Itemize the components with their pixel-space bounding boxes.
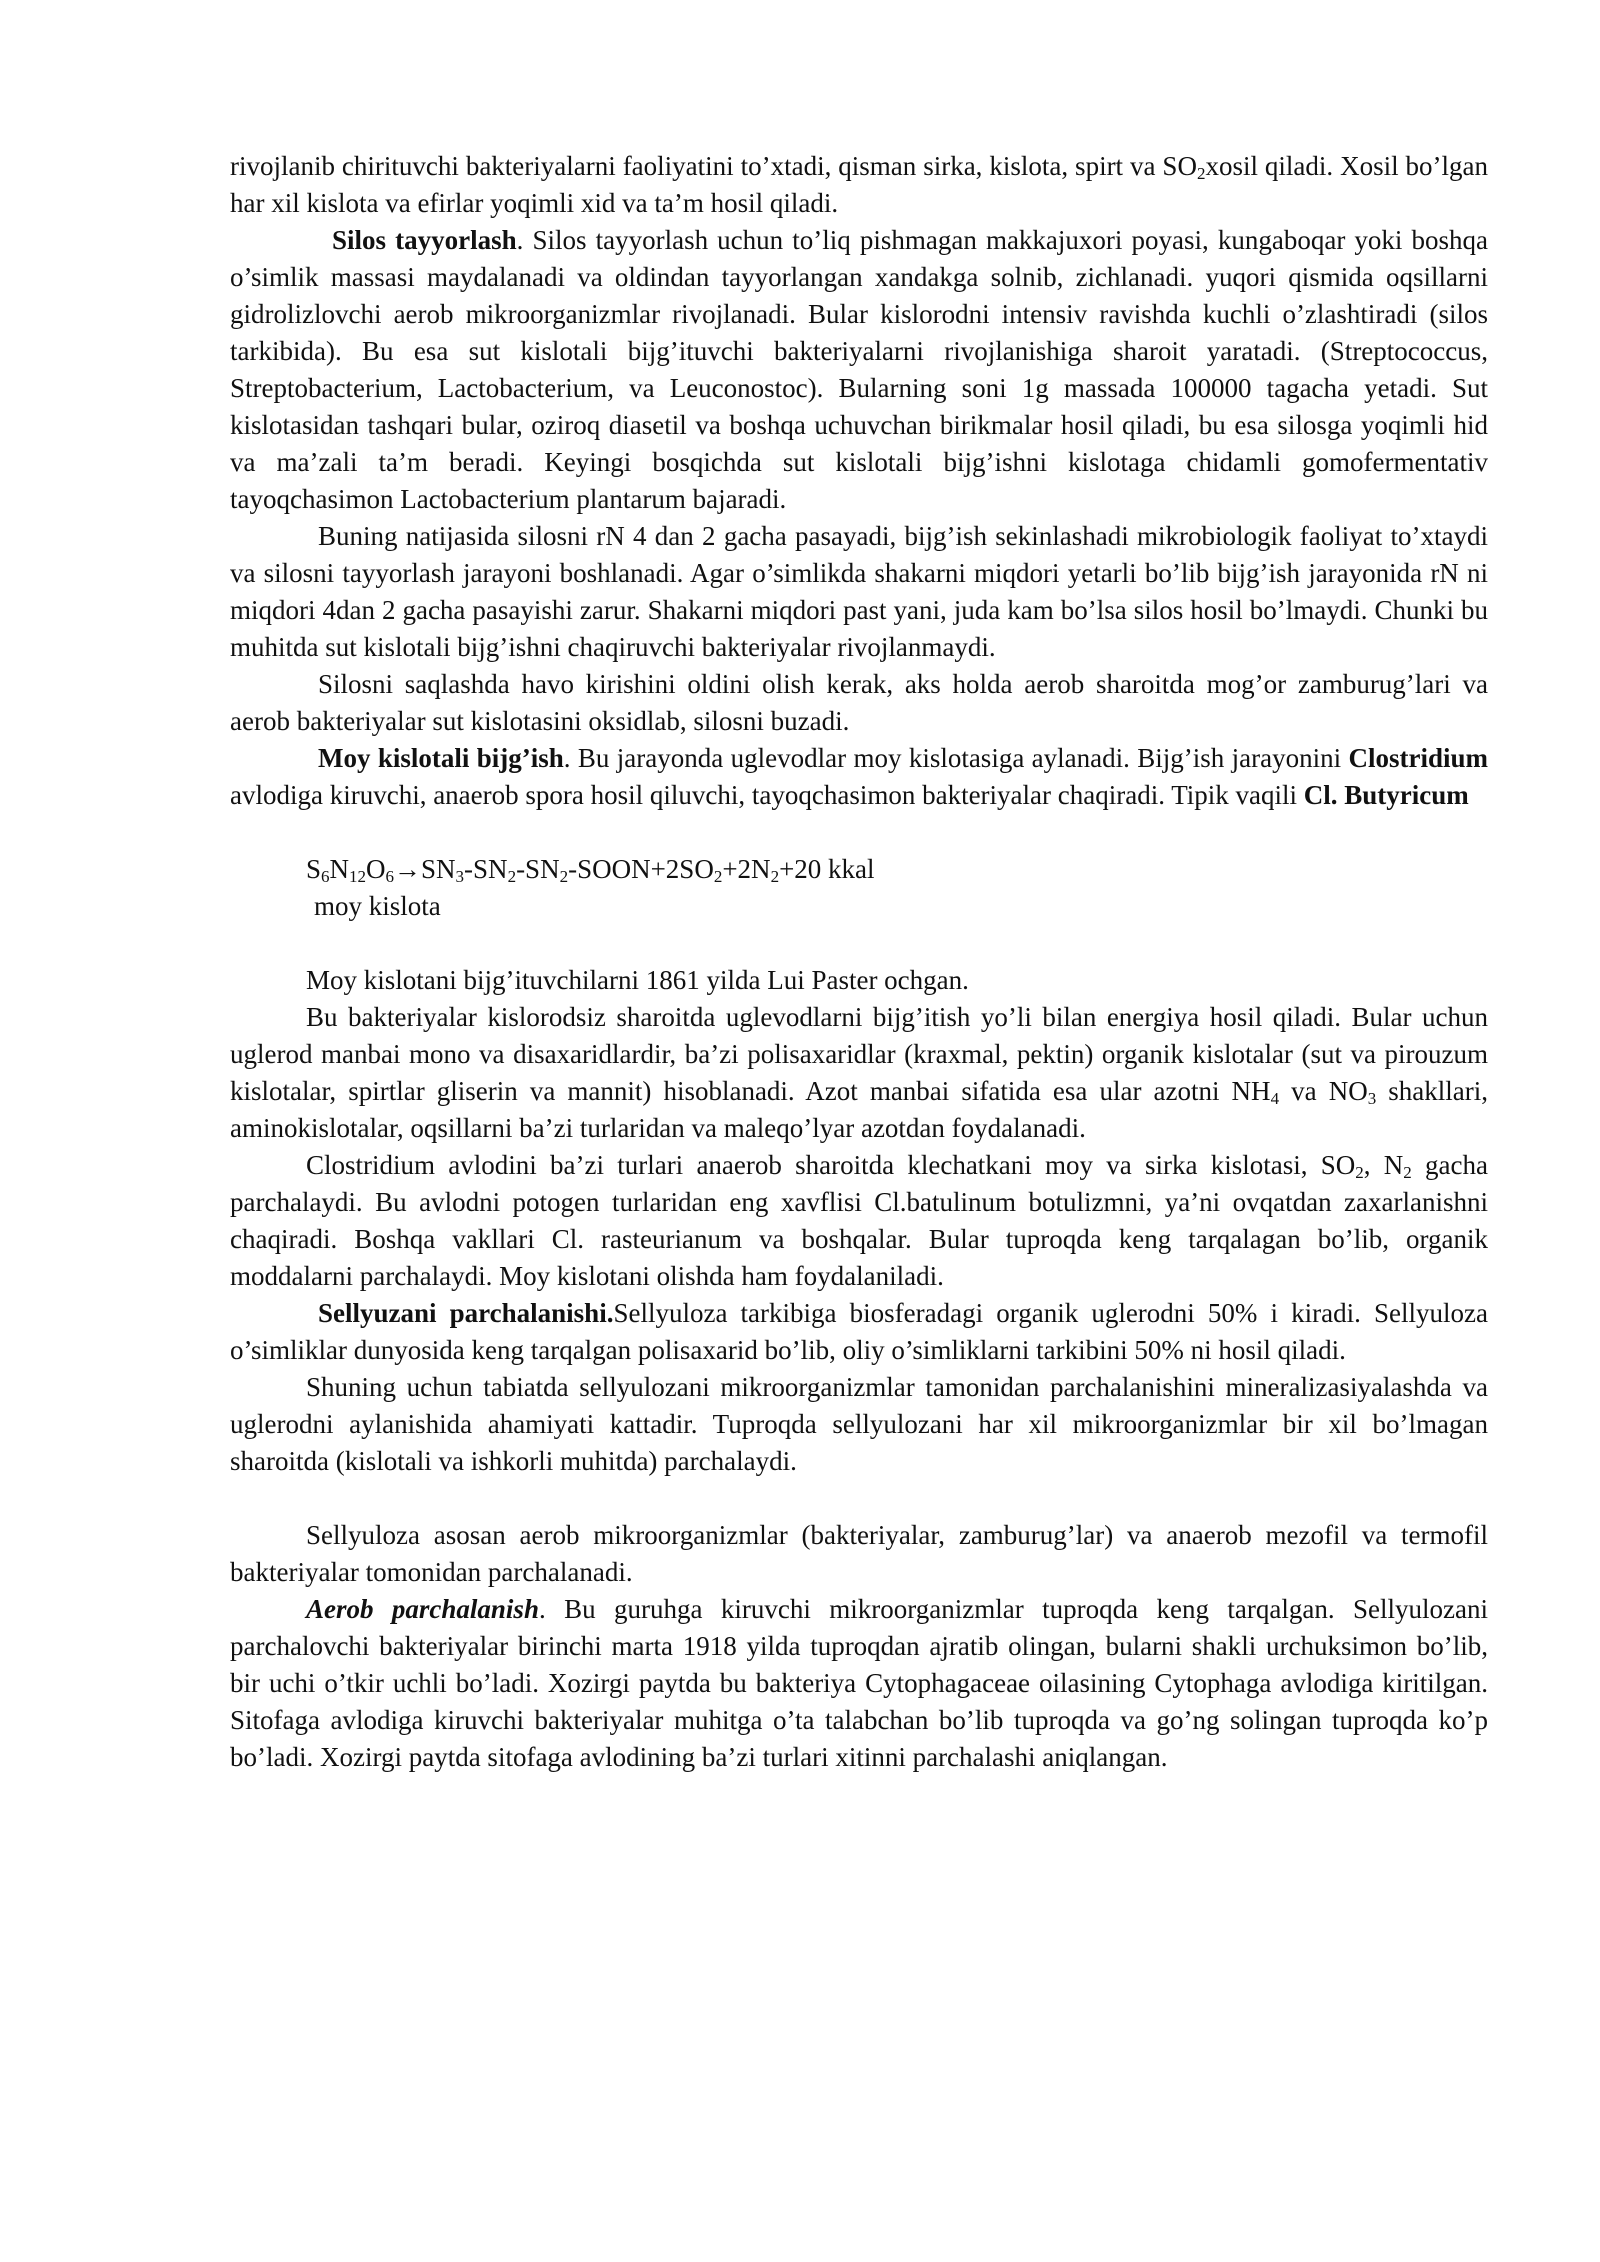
heading-sellyuzani: Sellyuzani parchalanishi. — [318, 1298, 614, 1328]
paragraph-6: Moy kislotani bijg’ituvchilarni 1861 yilda Lui Paster ochgan. — [306, 965, 969, 995]
heading-moy-kislotali: Moy kislotali bijg’ish — [318, 743, 564, 773]
paragraph-8: Clostridium avlodini ba’zi turlari anaerob sharoitda klechatkani moy va sirka kislotasi, $SO_2$, $N_2$ gacha parchalaydi. Bu avlodni potogen turlaridan eng xavflisi Cl.batulinum botulizmni, ya’ni ovqatdan zaxarlanishni chaqiradi. Boshqa vakllari Cl. rasteurianum va boshqalar. Bular tuproqda keng tarqalagan bo’lib, organik moddalarni parchalaydi. Moy kislotani olishda ham foydalaniladi. — [230, 1150, 1488, 1291]
spacer — [230, 1480, 1488, 1517]
spacer — [230, 925, 1488, 962]
paragraph-7: Bu bakteriyalar kislorodsiz sharoitda uglevodlarni bijg’itish yo’li bilan energiya hosil qiladi. Bular uchun uglerod manbai mono va disaxaridlardir, ba’zi polisaxaridlar (kraxmal, pektin) organik kislotalar (sut va pirouzum kislotalar, spirtlar gliserin va mannit) hisoblanadi. Azot manbai sifatida esa ular azotni $NH_4$ va $NO_3$ shakllari, aminokislotalar, oqsillarni ba’zi turlaridan va maleqo’lyar azotdan foydalanadi. — [230, 1002, 1488, 1143]
chemical-formula: $S_6N_{12}O_6\to SN_3-SN_2-SN_2-SOON+2SO_2+2N_2+20$ kkal — [306, 854, 875, 886]
heading-aerob-parchalanish: Aerob parchalanish — [306, 1594, 539, 1624]
term-cl-butyricum: Cl. Butyricum — [1303, 780, 1469, 810]
spacer — [230, 814, 1488, 851]
document-page — [230, 148, 1488, 1776]
formula-caption: moy kislota — [314, 891, 441, 921]
paragraph-1: rivojlanib chirituvchi bakteriyalarni faoliyatini to’xtadi, qisman sirka, kislota, spirt va $SO_2xosil$ qiladi. Xosil bo’lgan har xil kislota va efirlar yoqimli xid va ta’m hosil qiladi. — [230, 151, 1489, 218]
paragraph-moy-kislotali: Moy kislotali bijg’ish. Bu jarayonda uglevodlar moy kislotasiga aylanadi. Bijg’ish jarayonini Clostridium avlodiga kiruvchi, anaerob spora hosil qiluvchi, tayoqchasimon bakteriyalar chaqiradi. Tipik vaqili Cl. Butyricum — [230, 743, 1488, 810]
heading-silos-tayyorlash: Silos tayyorlash — [332, 225, 517, 255]
paragraph-aerob: Aerob parchalanish. Bu guruhga kiruvchi mikroorganizmlar tuproqda keng tarqalgan. Sellyulozani parchalovchi bakteriyalar birinchi marta 1918 yilda tuproqdan ajratib olingan, bularni shakli urchuksimon bo’lib, bir uchi o’tkir uchli bo’ladi. Xozirgi paytda bu bakteriya Cytophagaceae oilasining Cytophaga avlodiga kiritilgan. Sitofaga avlodiga kiruvchi bakteriyalar muhitga o’ta talabchan bo’lib tuproqda va go’ng solingan tuproqda ko’p bo’ladi. Xozirgi paytda sitofaga avlodining ba’zi turlari xitinni parchalashi aniqlangan. — [230, 1594, 1488, 1772]
paragraph-4: Silosni saqlashda havo kirishini oldini olish kerak, aks holda aerob sharoitda mog’or zamburug’lari va aerob bakteriyalar sut kislotasini oksidlab, silosni buzadi. — [230, 669, 1488, 736]
paragraph-sellyuzani: Sellyuzani parchalanishi.Sellyuloza tarkibiga biosferadagi organik uglerodni 50% i kiradi. Sellyuloza o’simliklar dunyosida keng tarqalgan polisaxarid bo’lib, oliy o’simliklarni tarkibini 50% ni hosil qiladi. — [230, 1298, 1488, 1365]
term-clostridium: Clostridium — [1348, 743, 1488, 773]
paragraph-3: Buning natijasida silosni rN 4 dan 2 gacha pasayadi, bijg’ish sekinlashadi mikrobiologik faoliyat to’xtaydi va silosni tayyorlash jarayoni boshlanadi. Agar o’simlikda shakarni miqdori yetarli bo’lib bijg’ish jarayonida rN ni miqdori 4dan 2 gacha pasayishi zarur. Shakarni miqdori past yani, juda kam bo’lsa silos hosil bo’lmaydi. Chunki bu muhitda sut kislotali bijg’ishni chaqiruvchi bakteriyalar rivojlanmaydi. — [230, 521, 1488, 662]
paragraph-11: Sellyuloza asosan aerob mikroorganizmlar (bakteriyalar, zamburug’lar) va anaerob mezofil va termofil bakteriyalar tomonidan parchalanadi. — [230, 1520, 1488, 1587]
paragraph-10: Shuning uchun tabiatda sellyulozani mikroorganizmlar tamonidan parchalanishini mineralizasiyalashda va uglerodni aylanishida ahamiyati kattadir. Tuproqda sellyulozani har xil mikroorganizmlar bir xil bo’lmagan sharoitda (kislotali va ishkorli muhitda) parchalaydi. — [230, 1372, 1488, 1476]
paragraph-silos-tayyorlash: Silos tayyorlash. Silos tayyorlash uchun to’liq pishmagan makkajuxori poyasi, kungaboqar yoki boshqa o’simlik massasi maydalanadi va oldindan tayyorlangan xandakga solnib, zichlanadi. yuqori qismida oqsillarni gidrolizlovchi aerob mikroorganizmlar rivojlanadi. Bular kislorodni intensiv ravishda kuchli o’zlashtiradi (silos tarkibida). Bu esa sut kislotali bijg’ituvchi bakteriyalarni rivojlanishiga sharoit yaratadi. (Streptococcus, Streptobacterium, Lactobacterium, va Leuconostoc). Bularning soni 1g massada 100000 tagacha yetadi. Sut kislotasidan tashqari bular, oziroq diasetil va boshqa uchuvchan birikmalar hosil qiladi, bu esa silosga yoqimli hid va ma’zali ta’m beradi. Keyingi bosqichda sut kislotali bijg’ishni kislotaga chidamli gomofermentativ tayoqchasimon Lactobacterium plantarum bajaradi. — [230, 225, 1488, 514]
